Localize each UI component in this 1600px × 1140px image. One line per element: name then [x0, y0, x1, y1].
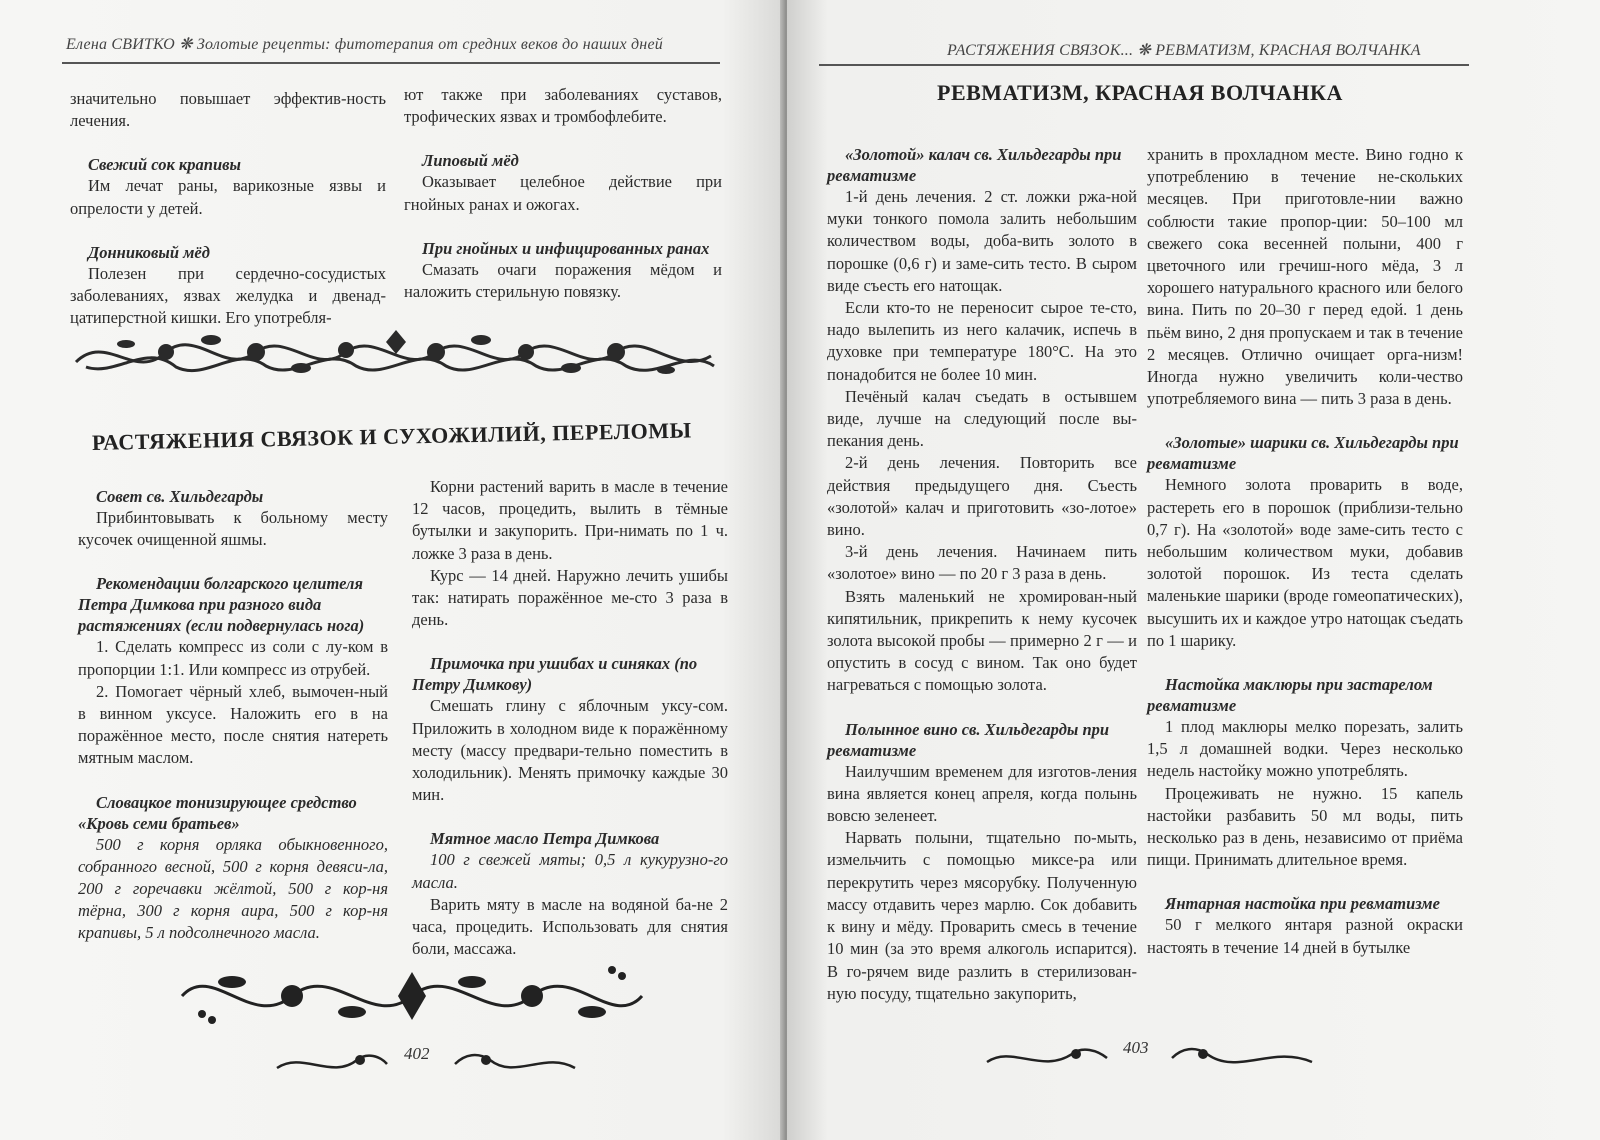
paragraph: 500 г корня орляка обыкновенного, собранного весной, 500 г корня девяси-ла, 200 г горечавки жёлтой, 500 г кор-ня тёрна, 300 г корня аира, 500 г кор-ня крапивы, 5 л подсолнечного масла. [78, 834, 388, 943]
paragraph: значительно повышает эффектив-ность лечения. [70, 89, 386, 131]
page-number-right: 403 [1123, 1038, 1149, 1057]
left-col1-top [70, 88, 386, 329]
flourish-icon [982, 1040, 1112, 1076]
recipe-heading: Словацкое тонизирующее средство «Кровь семи братьев» [78, 792, 357, 833]
recipe-heading: Янтарная настойка при ревматизме [1165, 894, 1440, 914]
paragraph: Печёный калач съедать в остывшем виде, лучше на следующий после вы-пекания день. [827, 386, 1137, 451]
paragraph: 2. Помогает чёрный хлеб, вымочен-ный в винном уксусе. Наложить его в на поражённое место, после снятия натереть мятным маслом. [78, 681, 388, 768]
paragraph: Курс — 14 дней. Наружно лечить ушибы так: натирать поражённое ме-сто 3 раза в день. [412, 565, 728, 630]
recipe-heading: Рекомендации болгарского целителя Петра Димкова при разного вида растяжениях (если подвернулась нога) [78, 574, 365, 636]
page-number-left: 402 [404, 1044, 430, 1063]
paragraph: Смешать глину с яблочным уксу-сом. Приложить в холодном виде к поражённому месту (массу предвари-тельно поместить в холодильник). Менять примочку каждые 30 мин. [412, 696, 728, 805]
paragraph: Нарвать полыни, тщательно по-мыть, измельчить с помощью миксе-ра или перекрутить через мясорубку. Полученную массу отдавить через марлю. Сок добавить к вину и мёду. Проварить смесь в течение 10 мин (за это время алкоголь испарится). В го-рячем виде разлить в стерилизован-ную посуду, тщательно закупорить, [827, 828, 1137, 1003]
flourish-icon [1167, 1040, 1317, 1076]
paragraph: 2-й день лечения. Повторить все действия предыдущего дня. Съесть «золотой» калач и приготовить «зо-лотое» вино. [827, 453, 1137, 540]
paragraph: Корни растений варить в масле в течение 12 часов, процедить, вылить в тёмные бутылки и закупорить. При-нимать по 1 ч. ложке 3 раза в день. [412, 477, 728, 563]
left-col2-top [404, 84, 722, 303]
recipe-heading: Липовый мёд [422, 151, 519, 171]
paragraph: 50 г мелкого янтаря разной окраски настоять в течение 14 дней в бутылке [1147, 915, 1463, 957]
recipe-heading: Примочка при ушибах и синяках (по Петру Димкову) [412, 654, 698, 695]
right-col2 [1147, 144, 1463, 959]
floral-ornament-icon [172, 962, 652, 1030]
paragraph: 3-й день лечения. Начинаем пить «золотое» вино — по 20 г 3 раза в день. [827, 542, 1137, 584]
recipe-heading: Донниковый мёд [88, 242, 210, 262]
left-page [0, 0, 785, 1140]
left-col1-bottom [78, 486, 388, 945]
paragraph: Оказывает целебное действие при гнойных ранах и ожогах. [404, 172, 722, 214]
paragraph: Смазать очаги поражения мёдом и наложить стерильную повязку. [404, 259, 722, 302]
recipe-heading: При гнойных и инфицированных ранах [422, 238, 710, 258]
recipe-heading: «Золотые» шарики св. Хильдегарды при ревматизме [1147, 433, 1459, 474]
header-rule-left [62, 62, 720, 64]
paragraph: Наилучшим временем для изготов-ления вина является конец апреля, когда полынь вовсю зеленеет. [827, 761, 1137, 826]
floral-ornament-icon [66, 322, 722, 384]
recipe-heading: Свежий сок крапивы [88, 155, 241, 175]
paragraph: Если кто-то не переносит сырое те-сто, надо вылепить из него калачик, испечь в духовке при температуре 180°С. На это понадобится не более 10 мин. [827, 298, 1137, 384]
flourish-icon [450, 1046, 580, 1080]
recipe-heading: Мятное масло Петра Димкова [430, 829, 660, 849]
left-col2-bottom [412, 476, 728, 960]
paragraph: 1 плод маклюры мелко порезать, залить 1,5 л домашней водки. Через несколько недель настойку можно употреблять. [1147, 717, 1463, 781]
header-rule-right [819, 64, 1469, 66]
recipe-heading: Настойка маклюры при застарелом ревматизме [1147, 675, 1433, 716]
paragraph: ют также при заболеваниях суставов, трофических язвах и тромбофлебите. [404, 85, 722, 127]
paragraph: Процеживать не нужно. 15 капель настойки разбавить 50 мл воды, пить несколько раз в день, независимо от приёма пищи. Принимать длительное время. [1147, 783, 1463, 870]
paragraph: Прибинтовывать к больному месту кусочек очищенной яшмы. [78, 508, 388, 550]
paragraph: 100 г свежей мяты; 0,5 л кукурузно-го масла. [412, 850, 728, 892]
paragraph: Полезен при сердечно-сосудистых заболеваниях, язвах желудка и двенад-цатиперстной кишки. Его употребля- [70, 263, 386, 328]
running-head-right: РАСТЯЖЕНИЯ СВЯЗОК... ❋ РЕВМАТИЗМ, КРАСНАЯ ВОЛЧАНКА [947, 42, 1421, 59]
right-col1 [827, 144, 1137, 1005]
section-title-sprains: РАСТЯЖЕНИЯ СВЯЗОК И СУХОЖИЛИЙ, ПЕРЕЛОМЫ [91, 417, 692, 455]
recipe-heading: Полынное вино св. Хильдегарды при ревматизме [827, 719, 1110, 760]
paragraph: Варить мяту в масле на водяной ба-не 2 часа, процедить. Использовать для снятия боли, массажа. [412, 894, 728, 959]
paragraph: 1-й день лечения. 2 ст. ложки ржа-ной муки тонкого помола залить небольшим количеством воды, доба-вить золото в порошке (0,6 г) и заме-сить тесто. В сыром виде съесть его натощак. [827, 187, 1137, 295]
recipe-heading: Совет св. Хильдегарды [96, 487, 264, 506]
section-title-rheumatism: РЕВМАТИЗМ, КРАСНАЯ ВОЛЧАНКА [937, 80, 1343, 105]
paragraph: хранить в прохладном месте. Вино годно к употреблению в течение не-скольких месяцев. При приготовле-нии важно соблюсти такие пропор-ции: 50–100 мл свежего сока весенней полыни, 400 г цветочного или гречиш-ного мёда, 3 л хорошего натурального красного или белого вина. Пить по 20–30 г перед едой. 1 день пьём вино, 2 дня пропускаем и так в течение 2 месяцев. Отлично очищает орга-низм! Иногда нужно увеличить коли-чество употребляемого вина — пить 3 раза в день. [1147, 145, 1463, 409]
flourish-icon [272, 1046, 392, 1080]
paragraph: Немного золота проварить в воде, растереть его в порошок (приблизи-тельно 0,7 г). На «золотой» воде заме-сить тесто с небольшим количеством муки, добавив золотой порошок. Из теста сделать маленькие шарики (вроде гомеопатических), высушить их и каждое утро натощак съедать по 1 шарику. [1147, 475, 1463, 650]
right-page [787, 0, 1600, 1140]
paragraph: 1. Сделать компресс из соли с лу-ком в пропорции 1:1. Или компресс из отрубей. [78, 637, 388, 679]
paragraph: Им лечат раны, варикозные язвы и опрелости у детей. [70, 176, 386, 218]
recipe-heading: «Золотой» калач св. Хильдегарды при ревматизме [827, 145, 1122, 185]
running-head-left: Елена СВИТКО ❋ Золотые рецепты: фитотерапия от средних веков до наших дней [66, 36, 663, 53]
paragraph: Взять маленький не хромирован-ный кипятильник, прикрепить к нему кусочек золота высокой пробы — примерно 2 г — и опустить в сосуд с вином. Так оно будет нагреваться с помощью золота. [827, 586, 1137, 695]
